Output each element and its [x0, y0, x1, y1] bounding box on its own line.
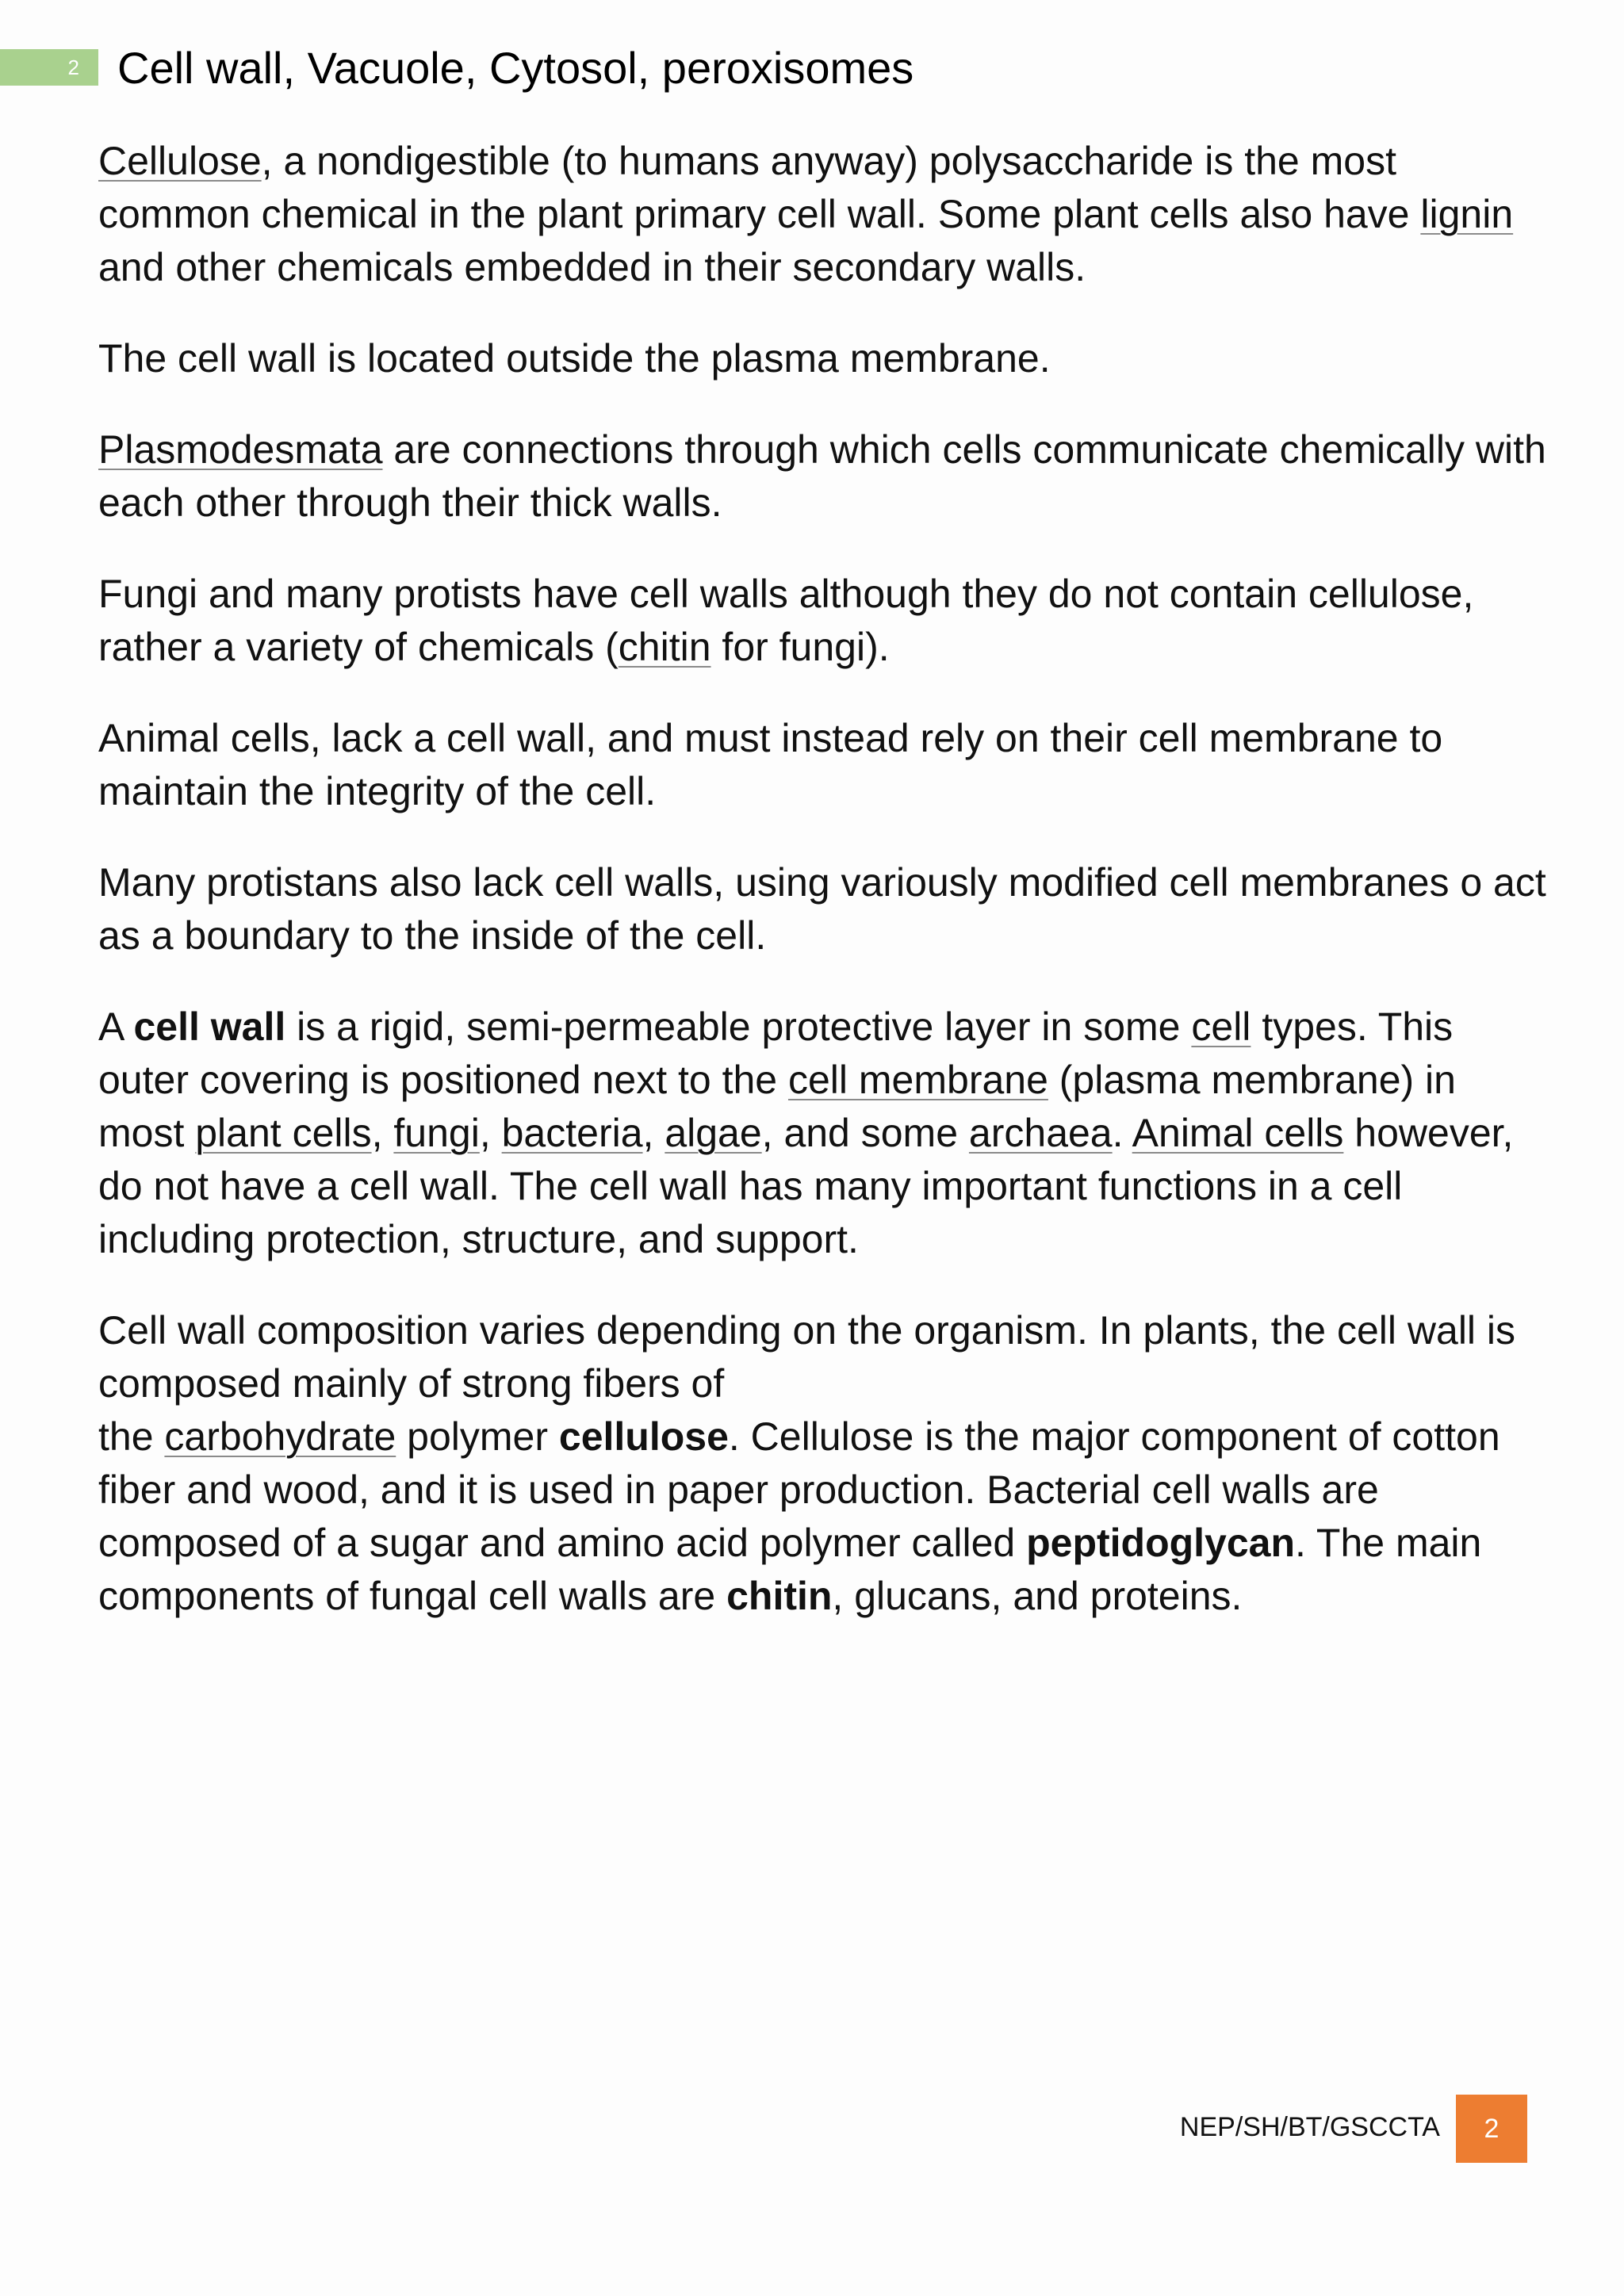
link-algae[interactable]: algae [665, 1111, 762, 1155]
footer-document-code: NEP/SH/BT/GSCCTA [1179, 2112, 1440, 2142]
text-span: types. This outer covering is positioned next to the [98, 1004, 1454, 1102]
paragraph-fungi-protists [98, 568, 1549, 674]
link-plant-cells[interactable]: plant cells [195, 1111, 372, 1155]
text-span: polymer [396, 1414, 559, 1459]
text-span: , glucans, and proteins. [832, 1574, 1243, 1618]
link-carbohydrate[interactable]: carbohydrate [164, 1414, 396, 1459]
paragraph-cell-wall-definition [98, 1001, 1549, 1266]
text-span: the [98, 1414, 165, 1459]
text-span: , [479, 1111, 502, 1155]
text-span: Fungi and many protists have cell walls although they do not contain cellulose, rather a variety of chemicals ( [98, 572, 1474, 669]
link-bacteria[interactable]: bacteria [501, 1111, 643, 1155]
text-span: Cell wall composition varies depending on the organism. In plants, the cell wall is composed mainly of strong fibers of [98, 1308, 1516, 1406]
document-body [98, 135, 1549, 1661]
link-archaea[interactable]: archaea [968, 1111, 1113, 1155]
footer-page-number: 2 [1456, 2095, 1527, 2163]
text-span: . The main components of fungal cell walls are [98, 1521, 1482, 1618]
text-span: are connections through which cells communicate chemically with each other through their thick walls. [98, 427, 1546, 525]
text-span: is a rigid, semi-permeable protective layer in some [285, 1004, 1192, 1049]
text-span: for fungi). [710, 625, 890, 669]
paragraph-cell-wall-location [98, 332, 1549, 385]
bold-term-cell-wall: cell wall [133, 1004, 286, 1049]
text-span: A [98, 1004, 134, 1049]
text-span: Many protistans also lack cell walls, using variously modified cell membranes o act as a boundary to the inside of the cell. [98, 860, 1546, 958]
page-title: Cell wall, Vacuole, Cytosol, peroxisomes [117, 43, 914, 93]
bold-term-chitin: chitin [726, 1574, 833, 1618]
text-span: and other chemicals embedded in their secondary walls. [98, 245, 1086, 289]
paragraph-composition [98, 1304, 1549, 1623]
bold-term-peptidoglycan: peptidoglycan [1026, 1521, 1296, 1565]
link-cell[interactable]: cell [1191, 1004, 1251, 1049]
text-span: . Cellulose is the major component of cotton fiber and wood, and it is used in paper production. Bacterial cell walls are composed of a sugar and amino acid polymer called [98, 1414, 1500, 1565]
text-span: (plasma membrane) in most [98, 1058, 1456, 1155]
paragraph-plasmodesmata [98, 423, 1549, 530]
paragraph-cellulose [98, 135, 1549, 294]
paragraph-protistans [98, 856, 1549, 962]
link-lignin[interactable]: lignin [1420, 192, 1514, 236]
link-chitin[interactable]: chitin [618, 625, 711, 669]
link-cellulose[interactable]: Cellulose [98, 139, 262, 183]
header-page-number: 2 [0, 49, 98, 86]
paragraph-animal-cells [98, 712, 1549, 818]
text-span: The cell wall is located outside the plasma membrane. [98, 336, 1051, 381]
text-span: , [371, 1111, 394, 1155]
bold-term-cellulose: cellulose [558, 1414, 729, 1459]
link-cell-membrane[interactable]: cell membrane [787, 1058, 1048, 1102]
text-span: . [1112, 1111, 1132, 1155]
link-plasmodesmata[interactable]: Plasmodesmata [98, 427, 383, 472]
text-span: however, do not have a cell wall. The cell wall has many important functions in a cell including protection, structure, and support. [98, 1111, 1514, 1261]
text-span: Animal cells, lack a cell wall, and must instead rely on their cell membrane to maintain the integrity of the cell. [98, 716, 1443, 813]
text-span: , and some [761, 1111, 969, 1155]
text-span: , [642, 1111, 665, 1155]
text-span: , a nondigestible (to humans anyway) polysaccharide is the most common chemical in the plant primary cell wall. Some plant cells also have [98, 139, 1421, 236]
link-animal-cells[interactable]: Animal cells [1132, 1111, 1344, 1155]
link-fungi[interactable]: fungi [393, 1111, 480, 1155]
